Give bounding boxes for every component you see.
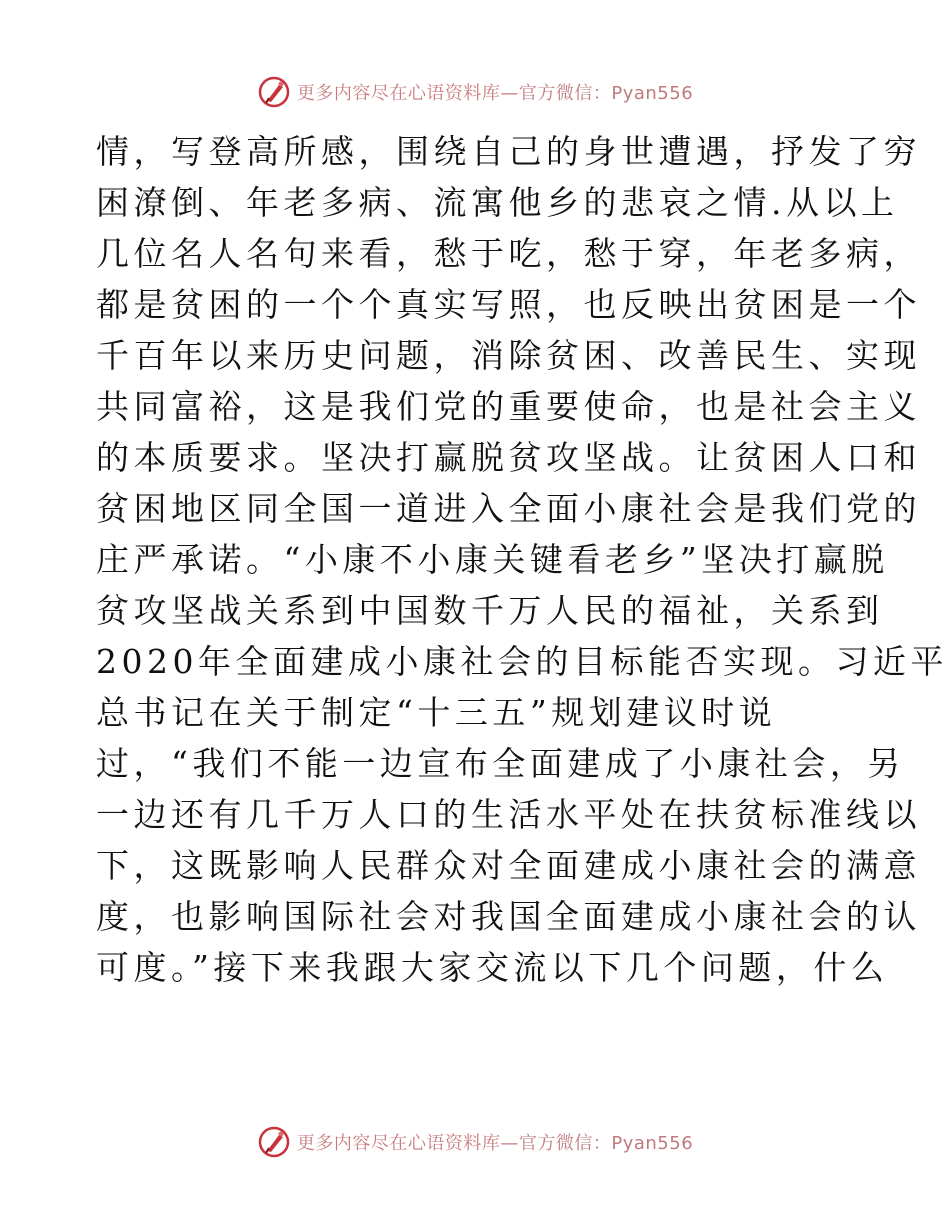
header-banner-text xyxy=(297,79,693,105)
footer-watermark-banner xyxy=(0,1122,950,1162)
body-line: 贫攻坚战关系到中国数千万人民的福祉，关系到 xyxy=(96,591,884,630)
body-line: 度，也影响国际社会对我国全面建成小康社会的认 xyxy=(96,897,921,936)
footer-separator: — xyxy=(500,1133,519,1154)
body-line: 过，“我们不能一边宣布全面建成了小康社会，另 xyxy=(96,744,905,783)
body-line: 情，写登高所感，围绕自己的身世遭遇，抒发了穷 xyxy=(96,132,921,171)
body-line: 千百年以来历史问题，消除贫困、改善民生、实现 xyxy=(96,336,921,375)
body-line: 下，这既影响人民群众对全面建成小康社会的满意 xyxy=(96,846,921,885)
body-line: 几位名人名句来看，愁于吃，愁于穿，年老多病， xyxy=(96,234,921,273)
header-brand-text: 更多内容尽在心语资料库 xyxy=(296,83,501,104)
header-watermark-banner xyxy=(0,72,950,112)
body-line: 一边还有几千万人口的生活水平处在扶贫标准线以 xyxy=(96,795,921,834)
body-line: 可度。”接下来我跟大家交流以下几个问题，什么 xyxy=(96,948,889,987)
body-line: 的本质要求。坚决打赢脱贫攻坚战。让贫困人口和 xyxy=(96,438,921,477)
body-line: 共同富裕，这是我们党的重要使命，也是社会主义 xyxy=(96,387,921,426)
header-separator: — xyxy=(500,83,519,104)
body-line: 困潦倒、年老多病、流寓他乡的悲哀之情.从以上 xyxy=(96,183,899,222)
footer-wechat-label: 官方微信： xyxy=(518,1133,612,1154)
document-body xyxy=(96,126,948,993)
body-line: 都是贫困的一个个真实写照，也反映出贫困是一个 xyxy=(96,285,921,324)
header-wechat-id: Pyan556 xyxy=(611,83,694,104)
body-line: 总书记在关于制定“十三五”规划建议时说 xyxy=(96,693,777,732)
header-wechat-label: 官方微信： xyxy=(518,83,612,104)
footer-brand-text: 更多内容尽在心语资料库 xyxy=(296,1133,501,1154)
footer-wechat-id: Pyan556 xyxy=(611,1133,694,1154)
quill-logo-icon xyxy=(257,1125,291,1159)
footer-banner-text xyxy=(297,1129,693,1155)
quill-logo-icon xyxy=(257,75,291,109)
body-line: 2020年全面建成小康社会的目标能否实现。习近平 xyxy=(96,642,948,681)
body-line: 贫困地区同全国一道进入全面小康社会是我们党的 xyxy=(96,489,921,528)
body-line: 庄严承诺。“小康不小康关键看老乡”坚决打赢脱 xyxy=(96,540,889,579)
